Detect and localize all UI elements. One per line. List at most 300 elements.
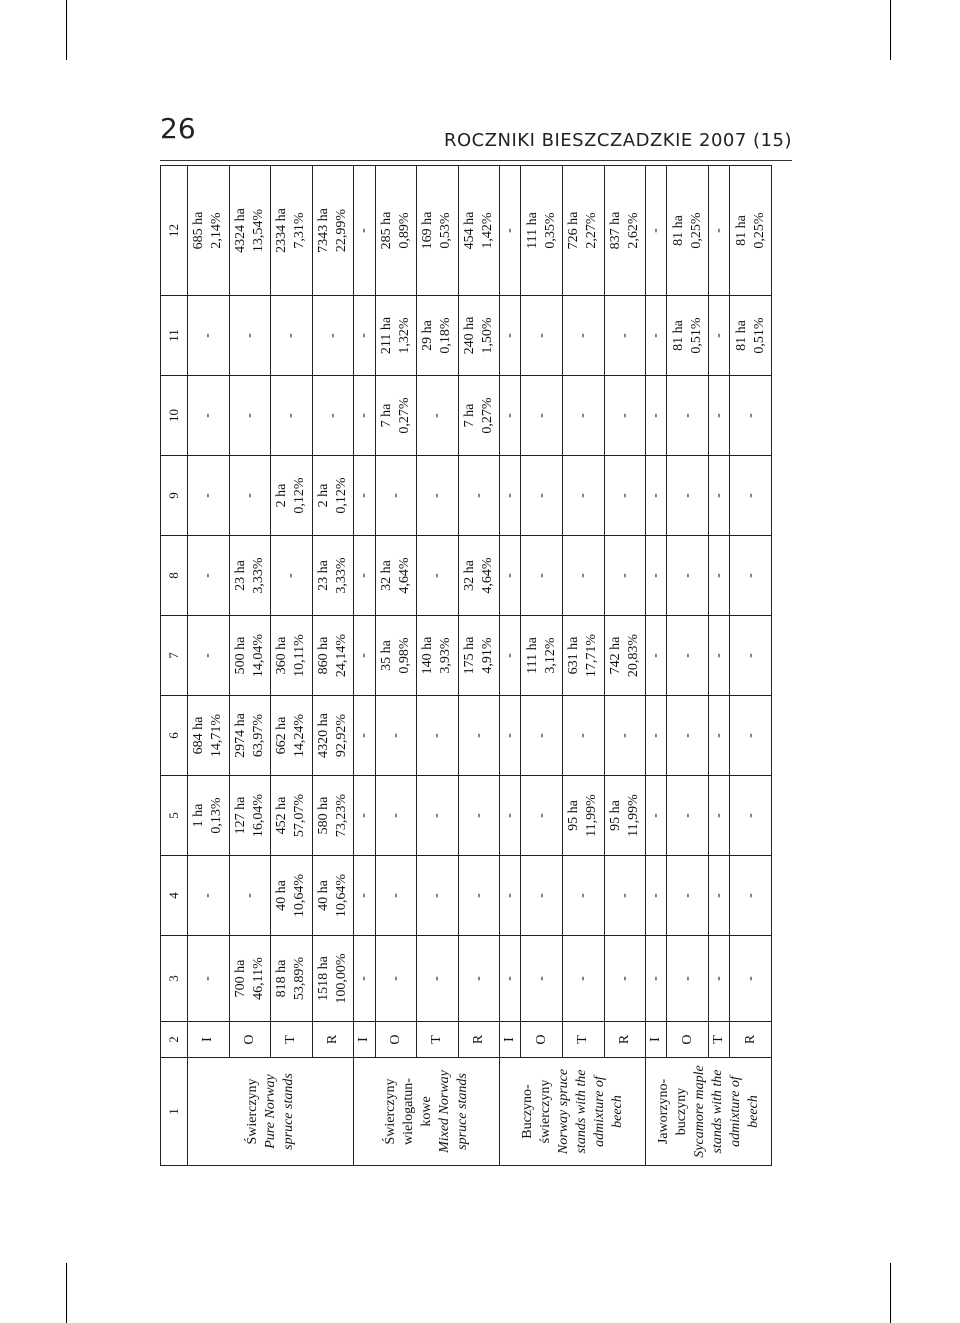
percent-text: 7,31% xyxy=(292,212,308,249)
value-cell xyxy=(375,456,417,536)
column-header-4: 4 xyxy=(161,856,188,936)
percent-text: 14,71% xyxy=(209,713,225,758)
percent-text: 2,62% xyxy=(625,212,641,249)
value-cell xyxy=(500,536,521,616)
value-cell xyxy=(500,166,521,296)
value-text: - xyxy=(742,493,758,498)
value-text: - xyxy=(356,653,372,658)
value-text: 860 ha xyxy=(315,636,331,675)
value-cell xyxy=(646,376,667,456)
table-row xyxy=(271,166,313,1166)
value-text: - xyxy=(711,893,727,898)
value-text: - xyxy=(356,333,372,338)
table-body xyxy=(188,166,772,1166)
value-text: 81 ha xyxy=(733,320,749,351)
crop-mark-top-left xyxy=(66,0,67,60)
percent-text: 73,23% xyxy=(333,793,349,838)
value-text: 700 ha xyxy=(232,959,248,998)
row-code-cell: I xyxy=(188,1022,230,1058)
value-text: 240 ha xyxy=(461,316,477,355)
value-cell xyxy=(730,166,772,296)
stand-type-name-line: wielogatun- xyxy=(400,1078,416,1145)
value-cell xyxy=(709,696,730,776)
percent-text: 3,33% xyxy=(333,557,349,594)
value-cell xyxy=(646,856,667,936)
value-cell xyxy=(604,456,646,536)
value-text: - xyxy=(502,733,518,738)
value-cell xyxy=(417,296,459,376)
percent-text: 2,14% xyxy=(209,212,225,249)
stand-type-name-line: Jaworzyno- xyxy=(655,1078,671,1145)
value-cell xyxy=(354,696,375,776)
value-cell xyxy=(271,856,313,936)
value-text: 2974 ha xyxy=(232,713,248,758)
value-text: 7343 ha xyxy=(315,208,331,253)
value-cell xyxy=(271,166,313,296)
value-text: 40 ha xyxy=(274,880,290,911)
stand-type-english-line: stands with the xyxy=(573,1069,589,1154)
percent-text: 1,50% xyxy=(479,317,495,354)
value-text: - xyxy=(429,733,445,738)
percent-text: 0,13% xyxy=(209,797,225,834)
header-rule xyxy=(160,160,792,161)
value-cell xyxy=(229,456,271,536)
percent-text: 3,93% xyxy=(438,637,454,674)
value-cell xyxy=(312,456,354,536)
value-text: - xyxy=(200,893,216,898)
value-cell xyxy=(500,296,521,376)
crop-mark-bottom-right xyxy=(890,1263,891,1323)
value-text: - xyxy=(241,893,257,898)
value-text: 7 ha xyxy=(461,403,477,428)
value-cell xyxy=(709,376,730,456)
value-cell xyxy=(375,616,417,696)
value-text: 111 ha xyxy=(524,637,540,674)
value-cell xyxy=(500,376,521,456)
percent-text: 13,54% xyxy=(250,208,266,253)
percent-text: 92,92% xyxy=(333,713,349,758)
row-code-cell: O xyxy=(375,1022,417,1058)
value-cell xyxy=(271,296,313,376)
value-text: - xyxy=(241,413,257,418)
value-text: - xyxy=(502,228,518,233)
value-cell xyxy=(417,536,459,616)
value-cell xyxy=(730,776,772,856)
row-code-cell: R xyxy=(604,1022,646,1058)
column-header-10: 10 xyxy=(161,376,188,456)
value-text: 140 ha xyxy=(420,636,436,675)
percent-text: 4,64% xyxy=(479,557,495,594)
row-code-cell: T xyxy=(563,1022,605,1058)
value-cell xyxy=(229,376,271,456)
value-text: - xyxy=(648,653,664,658)
value-text: - xyxy=(356,976,372,981)
value-text: - xyxy=(387,893,403,898)
value-text: 2 ha xyxy=(274,483,290,508)
value-text: - xyxy=(356,893,372,898)
value-text: - xyxy=(711,653,727,658)
value-text: 1 ha xyxy=(191,803,207,828)
value-text: - xyxy=(648,493,664,498)
value-cell xyxy=(500,776,521,856)
value-cell xyxy=(417,616,459,696)
value-cell xyxy=(458,376,500,456)
table-row xyxy=(604,166,646,1166)
row-code-cell: R xyxy=(730,1022,772,1058)
percent-text: 0,51% xyxy=(688,317,704,354)
column-header-12: 12 xyxy=(161,166,188,296)
value-cell xyxy=(563,376,605,456)
value-cell xyxy=(312,536,354,616)
value-cell xyxy=(667,456,709,536)
value-cell xyxy=(229,616,271,696)
value-cell xyxy=(500,696,521,776)
value-text: - xyxy=(575,573,591,578)
value-cell xyxy=(229,536,271,616)
value-text: - xyxy=(616,493,632,498)
value-cell xyxy=(646,936,667,1022)
value-text: - xyxy=(470,976,486,981)
value-text: - xyxy=(575,733,591,738)
value-text: - xyxy=(387,493,403,498)
value-cell xyxy=(730,376,772,456)
value-text: - xyxy=(356,573,372,578)
percent-text: 57,07% xyxy=(292,793,308,838)
value-text: - xyxy=(648,893,664,898)
value-text: 32 ha xyxy=(461,560,477,591)
percent-text: 24,14% xyxy=(333,633,349,678)
value-cell xyxy=(188,696,230,776)
value-text: - xyxy=(679,813,695,818)
table-row xyxy=(667,166,709,1166)
column-header-5: 5 xyxy=(161,776,188,856)
value-text: - xyxy=(679,893,695,898)
stand-type-name-line: Świerczyny xyxy=(382,1078,398,1145)
stand-type-english-line: Pure Norway xyxy=(262,1074,278,1149)
value-cell xyxy=(229,696,271,776)
value-cell xyxy=(730,536,772,616)
row-code-cell: R xyxy=(458,1022,500,1058)
value-cell xyxy=(730,696,772,776)
value-cell xyxy=(521,456,563,536)
percent-text: 14,24% xyxy=(292,713,308,758)
value-text: - xyxy=(648,813,664,818)
percent-text: 10,11% xyxy=(292,634,308,677)
percent-text: 11,99% xyxy=(584,794,600,837)
percent-text: 3,12% xyxy=(542,637,558,674)
value-text: - xyxy=(429,813,445,818)
value-cell xyxy=(375,376,417,456)
value-cell xyxy=(417,166,459,296)
value-text: - xyxy=(502,893,518,898)
value-cell xyxy=(521,296,563,376)
value-cell xyxy=(458,856,500,936)
value-text: 837 ha xyxy=(607,211,623,250)
row-code-cell: I xyxy=(354,1022,375,1058)
value-text: - xyxy=(356,413,372,418)
value-cell xyxy=(271,776,313,856)
value-text: - xyxy=(711,976,727,981)
value-cell xyxy=(730,856,772,936)
value-text: 684 ha xyxy=(191,716,207,755)
value-cell xyxy=(563,166,605,296)
value-cell xyxy=(709,296,730,376)
value-text: - xyxy=(502,493,518,498)
value-cell xyxy=(646,456,667,536)
value-text: 1518 ha xyxy=(315,956,331,1001)
header-row xyxy=(161,166,188,1166)
value-text: 2 ha xyxy=(315,483,331,508)
table-row xyxy=(375,166,417,1166)
value-cell xyxy=(458,616,500,696)
value-cell xyxy=(354,936,375,1022)
value-text: - xyxy=(429,573,445,578)
value-text: - xyxy=(470,893,486,898)
table-row xyxy=(730,166,772,1166)
value-cell xyxy=(458,696,500,776)
value-text: - xyxy=(742,976,758,981)
value-text: 81 ha xyxy=(733,215,749,246)
value-cell xyxy=(312,376,354,456)
table-row xyxy=(417,166,459,1166)
value-text: 40 ha xyxy=(315,880,331,911)
percent-text: 17,71% xyxy=(584,633,600,678)
percent-text: 1,32% xyxy=(396,317,412,354)
value-text: - xyxy=(533,573,549,578)
value-cell xyxy=(604,296,646,376)
value-text: - xyxy=(575,413,591,418)
percent-text: 0,89% xyxy=(396,212,412,249)
value-cell xyxy=(417,376,459,456)
value-cell xyxy=(563,696,605,776)
stand-type-english-line: admixture of xyxy=(727,1076,743,1147)
value-text: - xyxy=(648,573,664,578)
value-cell xyxy=(354,296,375,376)
value-cell xyxy=(354,536,375,616)
value-cell xyxy=(604,696,646,776)
value-text: - xyxy=(470,493,486,498)
value-cell xyxy=(667,536,709,616)
value-text: - xyxy=(616,893,632,898)
percent-text: 0,25% xyxy=(688,212,704,249)
value-cell xyxy=(271,456,313,536)
value-cell xyxy=(188,166,230,296)
value-cell xyxy=(521,376,563,456)
value-text: - xyxy=(356,493,372,498)
data-table xyxy=(160,165,772,1166)
value-cell xyxy=(646,536,667,616)
value-cell xyxy=(667,856,709,936)
column-header-11: 11 xyxy=(161,296,188,376)
value-cell xyxy=(604,376,646,456)
value-cell xyxy=(229,166,271,296)
row-code-cell: R xyxy=(312,1022,354,1058)
percent-text: 1,42% xyxy=(479,212,495,249)
value-cell xyxy=(667,376,709,456)
stand-type-english-line: admixture of xyxy=(591,1076,607,1147)
value-text: 742 ha xyxy=(607,636,623,675)
column-header-6: 6 xyxy=(161,696,188,776)
value-text: - xyxy=(648,333,664,338)
value-cell xyxy=(458,536,500,616)
stand-type-cell xyxy=(500,1058,646,1166)
value-cell xyxy=(604,776,646,856)
value-text: - xyxy=(241,333,257,338)
value-text: - xyxy=(742,653,758,658)
value-cell xyxy=(271,376,313,456)
value-text: - xyxy=(283,333,299,338)
value-cell xyxy=(375,696,417,776)
value-cell xyxy=(271,536,313,616)
value-text: 662 ha xyxy=(274,716,290,755)
value-text: 23 ha xyxy=(232,560,248,591)
stand-type-english-line: spruce stands xyxy=(454,1073,470,1150)
value-cell xyxy=(521,536,563,616)
value-text: - xyxy=(533,733,549,738)
stand-type-name-line: buczyny xyxy=(673,1087,689,1136)
value-text: - xyxy=(679,653,695,658)
value-text: - xyxy=(679,573,695,578)
column-header-2: 2 xyxy=(161,1022,188,1058)
value-text: - xyxy=(575,976,591,981)
value-cell xyxy=(563,856,605,936)
value-text: - xyxy=(711,733,727,738)
percent-text: 0,12% xyxy=(333,477,349,514)
percent-text: 0,51% xyxy=(751,317,767,354)
percent-text: 53,89% xyxy=(292,956,308,1001)
table-row xyxy=(354,166,375,1166)
value-text: - xyxy=(742,413,758,418)
value-text: - xyxy=(742,573,758,578)
value-cell xyxy=(563,936,605,1022)
value-cell xyxy=(730,936,772,1022)
value-cell xyxy=(563,296,605,376)
value-text: - xyxy=(200,493,216,498)
value-text: - xyxy=(679,493,695,498)
value-text: - xyxy=(283,413,299,418)
value-cell xyxy=(417,856,459,936)
value-text: 169 ha xyxy=(420,211,436,250)
value-text: - xyxy=(387,733,403,738)
value-text: - xyxy=(616,413,632,418)
value-text: - xyxy=(387,976,403,981)
value-text: - xyxy=(711,493,727,498)
value-text: - xyxy=(356,228,372,233)
percent-text: 20,83% xyxy=(625,633,641,678)
value-cell xyxy=(312,856,354,936)
table-row xyxy=(312,166,354,1166)
value-cell xyxy=(500,616,521,696)
value-text: - xyxy=(324,333,340,338)
value-cell xyxy=(646,296,667,376)
value-text: - xyxy=(356,733,372,738)
percent-text: 16,04% xyxy=(250,793,266,838)
value-text: - xyxy=(616,573,632,578)
value-cell xyxy=(188,936,230,1022)
value-text: - xyxy=(679,413,695,418)
value-cell xyxy=(417,936,459,1022)
value-text: - xyxy=(470,813,486,818)
value-text: - xyxy=(533,976,549,981)
value-text: - xyxy=(324,413,340,418)
percent-text: 10,64% xyxy=(333,873,349,918)
stand-type-cell xyxy=(354,1058,500,1166)
value-cell xyxy=(709,856,730,936)
value-text: - xyxy=(200,976,216,981)
running-head: ROCZNIKI BIESZCZADZKIE 2007 (15) xyxy=(443,130,792,151)
value-cell xyxy=(312,776,354,856)
value-cell xyxy=(667,776,709,856)
crop-mark-bottom-left xyxy=(66,1263,67,1323)
value-cell xyxy=(375,166,417,296)
value-cell xyxy=(354,856,375,936)
row-code-cell: I xyxy=(500,1022,521,1058)
percent-text: 46,11% xyxy=(250,957,266,1000)
value-text: - xyxy=(648,228,664,233)
value-cell xyxy=(730,456,772,536)
value-cell xyxy=(730,296,772,376)
stand-type-name-line: Świerczyny xyxy=(244,1078,260,1145)
value-text: 285 ha xyxy=(378,211,394,250)
percent-text: 0,53% xyxy=(438,212,454,249)
row-code-cell: O xyxy=(667,1022,709,1058)
row-code-cell: I xyxy=(646,1022,667,1058)
value-cell xyxy=(563,616,605,696)
value-cell xyxy=(458,456,500,536)
stand-type-name-line: kowe xyxy=(418,1096,434,1127)
percent-text: 0,27% xyxy=(396,397,412,434)
value-text: - xyxy=(616,733,632,738)
percent-text: 0,18% xyxy=(438,317,454,354)
row-code-cell: O xyxy=(229,1022,271,1058)
stand-type-english-line: Mixed Norway xyxy=(436,1070,452,1153)
value-cell xyxy=(312,696,354,776)
value-text: - xyxy=(648,976,664,981)
value-text: - xyxy=(241,493,257,498)
stand-type-english-line: spruce stands xyxy=(280,1073,296,1150)
value-cell xyxy=(354,376,375,456)
value-cell xyxy=(521,696,563,776)
value-text: - xyxy=(648,733,664,738)
value-cell xyxy=(375,536,417,616)
column-header-3: 3 xyxy=(161,936,188,1022)
stand-type-english-line: stands with the xyxy=(709,1069,725,1154)
value-text: 127 ha xyxy=(232,796,248,835)
value-text: - xyxy=(502,413,518,418)
value-cell xyxy=(500,936,521,1022)
value-text: 4320 ha xyxy=(315,713,331,758)
value-cell xyxy=(667,616,709,696)
value-cell xyxy=(500,456,521,536)
value-cell xyxy=(354,456,375,536)
value-cell xyxy=(521,166,563,296)
value-text: 500 ha xyxy=(232,636,248,675)
value-cell xyxy=(646,166,667,296)
stand-type-english-line: beech xyxy=(609,1095,625,1128)
value-cell xyxy=(271,616,313,696)
value-text: - xyxy=(575,893,591,898)
value-text: - xyxy=(200,333,216,338)
value-text: - xyxy=(533,893,549,898)
value-cell xyxy=(667,936,709,1022)
value-cell xyxy=(354,776,375,856)
value-text: - xyxy=(502,333,518,338)
percent-text: 4,91% xyxy=(479,637,495,674)
value-text: - xyxy=(711,413,727,418)
value-cell xyxy=(188,456,230,536)
value-cell xyxy=(709,166,730,296)
value-cell xyxy=(188,856,230,936)
